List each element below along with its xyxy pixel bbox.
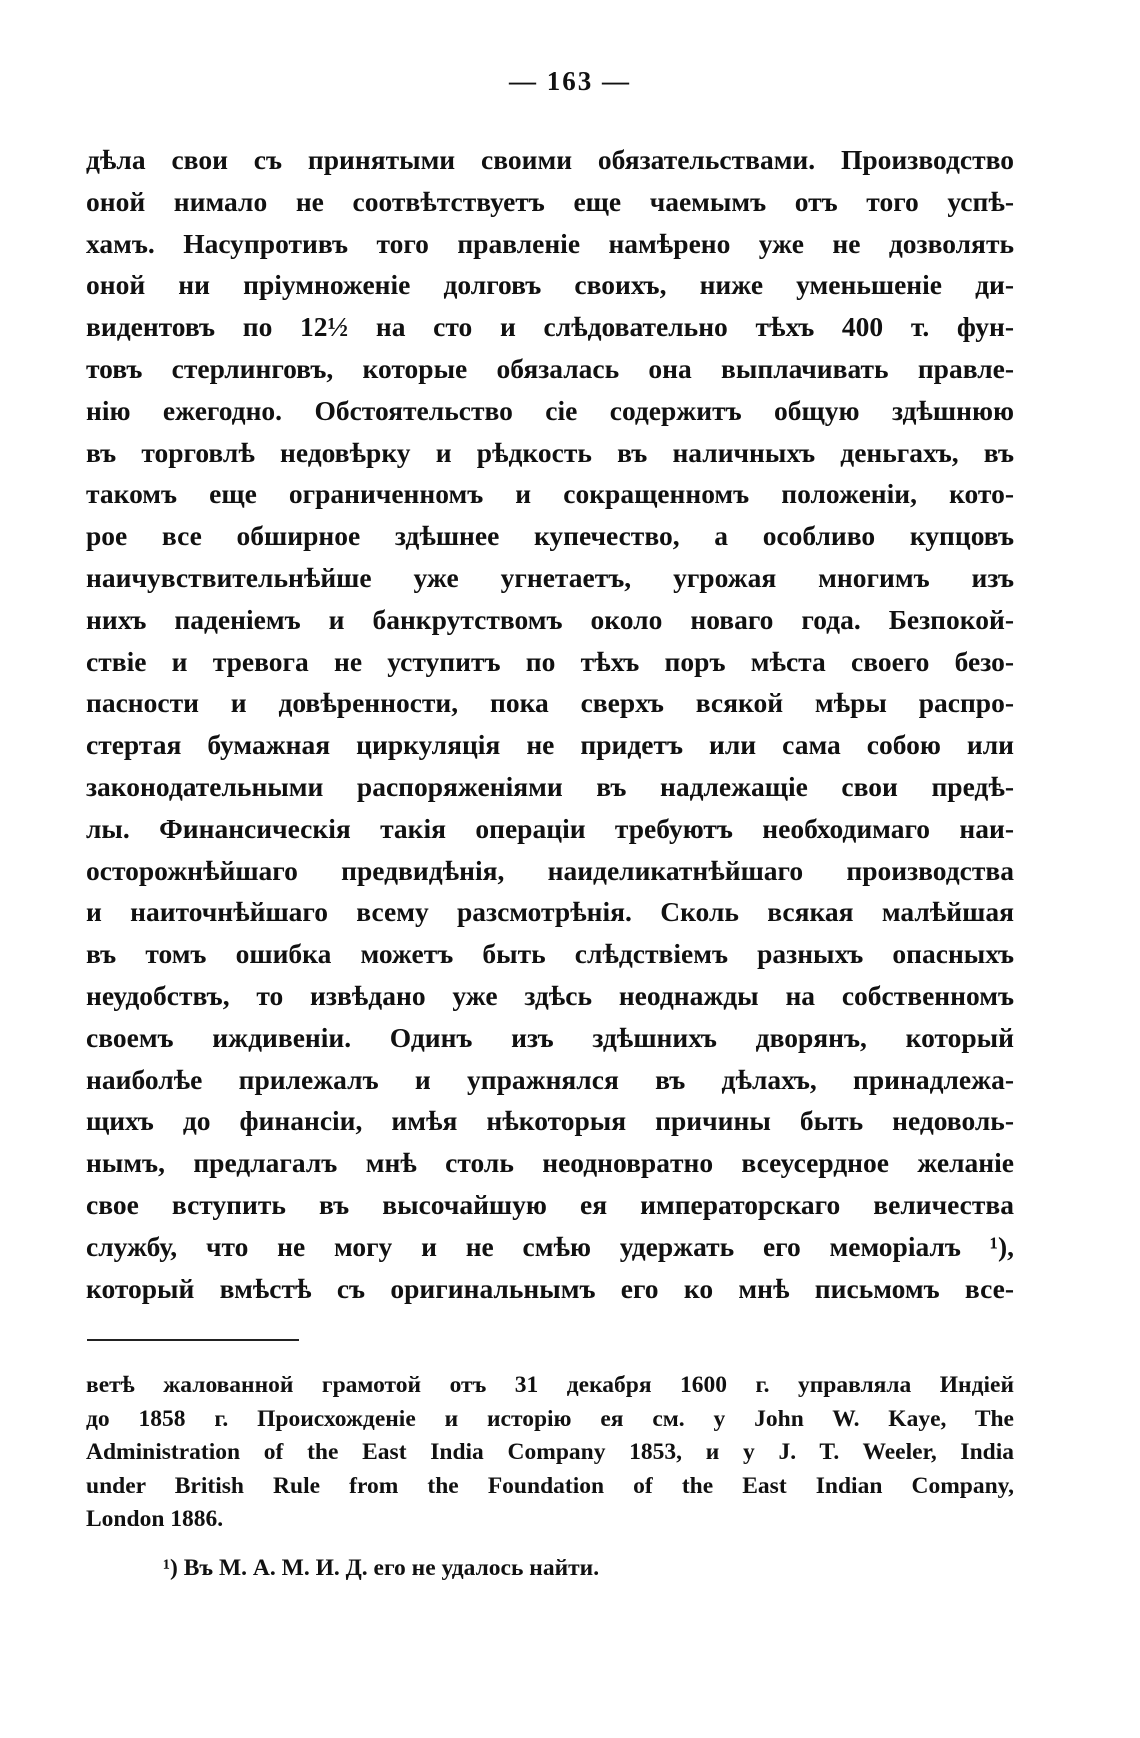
text-line: товъ стерлинговъ, которые обязалась она выплачивать правле- xyxy=(86,352,1014,384)
footnote-1: ¹) Въ М. А. М. И. Д. его не удалось найти. xyxy=(163,1554,600,1581)
footnote-divider xyxy=(87,1339,299,1341)
text-line: въ томъ ошибка можетъ быть слѣдствіемъ разныхъ опасныхъ xyxy=(86,938,1014,970)
text-line: наичувствительнѣйше уже угнетаетъ, угрожая многимъ изъ xyxy=(86,561,1014,593)
text-line: хамъ. Насупротивъ того правленіе намѣрено уже не дозволять xyxy=(86,227,1014,259)
footnotes-block xyxy=(86,1369,1014,1586)
text-line: оной нимало не соотвѣтствуетъ еще чаемымъ отъ того успѣ- xyxy=(86,185,1014,217)
text-line: пасности и довѣренности, пока сверхъ всякой мѣры распро- xyxy=(86,687,1014,719)
footnote-continuation-line: до 1858 г. Происхожденіе и исторію ея см. у John W. Kaye, The xyxy=(86,1405,1014,1432)
footnote-continuation-line: under British Rule from the Foundation of the East Indian Company, xyxy=(86,1472,1014,1499)
text-line: нихъ паденіемъ и банкрутствомъ около новаго года. Безпокой- xyxy=(86,603,1014,635)
main-text-block xyxy=(86,139,1014,1309)
text-line: дѣла свои съ принятыми своими обязательствами. Производство xyxy=(86,144,1014,175)
text-line: въ торговлѣ недовѣрку и рѣдкость въ наличныхъ деньгахъ, въ xyxy=(86,436,1014,468)
text-line: нымъ, предлагалъ мнѣ столь неодноврaтно всеусердное желаніе xyxy=(86,1147,1014,1179)
text-line: стертая бумажная циркуляція не придетъ или сама собою или xyxy=(86,729,1014,761)
text-line: неудобствъ, то извѣдано уже здѣсь неоднажды на собственномъ xyxy=(86,979,1014,1011)
footnote-continuation-line: ветѣ жалованной грамотой отъ 31 декабря 1600 г. управляла Индіей xyxy=(86,1372,1014,1398)
text-line: рое все обширное здѣшнее купечество, а особливо купцовъ xyxy=(86,520,1014,552)
text-line: свое вступить въ высочайшую ея императорскаго величества xyxy=(86,1188,1014,1220)
footnote-continuation-line: Administration of the East India Company 1853, и у J. T. Weeler, India xyxy=(86,1439,1014,1466)
text-line: своемъ иждивеніи. Одинъ изъ здѣшнихъ дворянъ, который xyxy=(86,1021,1014,1053)
text-line: наиболѣе прилежалъ и упражнялся въ дѣлахъ, принадлежа- xyxy=(86,1063,1014,1095)
text-line: нію ежегодно. Обстоятельство сіе содержитъ общую здѣшнюю xyxy=(86,394,1014,426)
text-line: и наиточнѣйшаго всему разсмотрѣнія. Сколь всякая малѣйшая xyxy=(86,896,1014,928)
text-line: видентовъ по 12½ на сто и слѣдовательно тѣхъ 400 т. фун- xyxy=(86,311,1014,343)
text-line: лы. Финансическія такія операціи требуютъ необходимаго наи- xyxy=(86,812,1014,844)
text-line: службу, что не могу и не смѣю удержать его меморіалъ ¹), xyxy=(86,1230,1014,1262)
text-line: ствіе и тревога не уступитъ по тѣхъ поръ мѣста своего безо- xyxy=(86,645,1014,677)
text-line: осторожнѣйшаго предвидѣнія, наиделикатнѣйшаго производства xyxy=(86,854,1014,886)
text-line: оной ни пріумноженіе долговъ своихъ, ниже уменьшеніе ди- xyxy=(86,269,1014,301)
text-line: такомъ еще ограниченномъ и сокращенномъ положеніи, кото- xyxy=(86,478,1014,510)
text-line: который вмѣстѣ съ оригинальнымъ его ко мнѣ письмомъ все- xyxy=(86,1272,1014,1304)
text-line: законодательными распоряженіями въ надлежащіе свои предѣ- xyxy=(86,770,1014,802)
text-line: щихъ до финансіи, имѣя нѣкоторыя причины быть недоволь- xyxy=(86,1105,1014,1137)
footnote-continuation-line: London 1886. xyxy=(86,1506,224,1533)
page-number-header: — 163 — xyxy=(509,66,631,96)
